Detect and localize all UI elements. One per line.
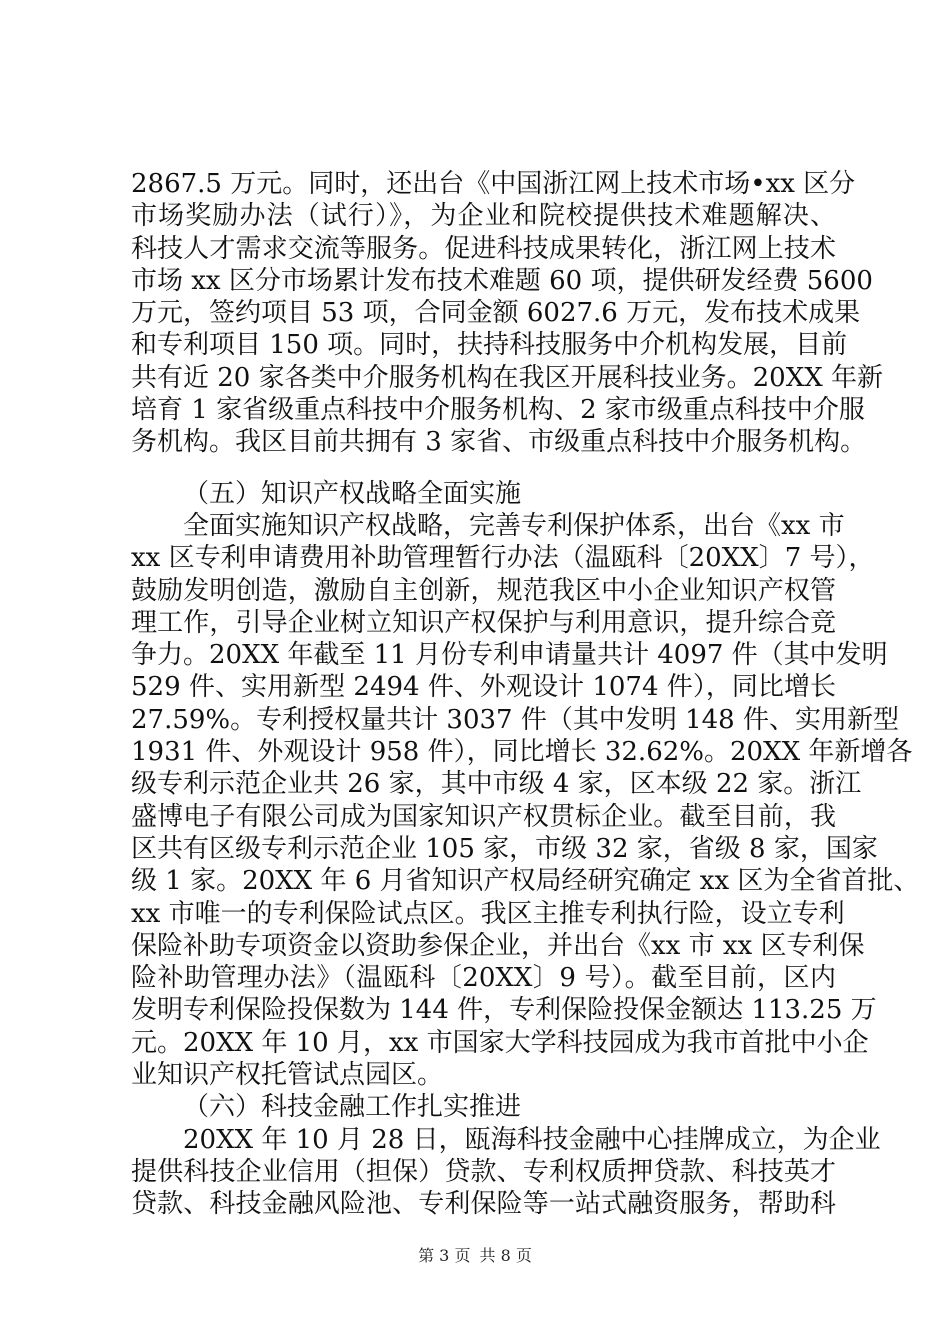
text-line: 市场奖励办法（试行）》，为企业和院校提供技术难题解决、: [131, 201, 836, 232]
text-line: 共有近 20 家各类中介服务机构在我区开展科技业务。20XX 年新: [131, 362, 883, 393]
text-line: 科技人才需求交流等服务。促进科技成果转化，浙江网上技术: [131, 233, 836, 264]
document-body: [131, 168, 920, 1221]
text-line: xx 区专利申请费用补助管理暂行办法（温瓯科〔20XX〕7 号），: [131, 543, 875, 574]
text-line: 529 件、实用新型 2494 件、外观设计 1074 件），同比增长: [131, 672, 836, 703]
section-heading-5: （五）知识产权战略全面实施: [183, 478, 522, 509]
page-total: 共 8 页: [479, 1246, 532, 1265]
text-line: 贷款、科技金融风险池、专利保险等一站式融资服务，帮助科: [131, 1189, 836, 1220]
text-line: 2867.5 万元。同时，还出台《中国浙江网上技术市场•xx 区分: [131, 169, 856, 199]
text-line: 20XX 年 10 月 28 日，瓯海科技金融中心挂牌成立，为企业: [183, 1124, 881, 1155]
text-line: xx 市唯一的专利保险试点区。我区主推专利执行险，设立专利: [131, 898, 845, 929]
text-line: 1931 件、外观设计 958 件），同比增长 32.62%。20XX 年新增各: [131, 737, 913, 768]
paragraph-continued: [131, 168, 883, 459]
section-heading-6: （六）科技金融工作扎实推进: [183, 1092, 522, 1123]
text-line: 级 1 家。20XX 年 6 月省知识产权局经研究确定 xx 区为全省首批、: [131, 866, 920, 897]
text-line: 全面实施知识产权战略，完善专利保护体系，出台《xx 市: [183, 510, 845, 541]
paragraph-tech-finance: [131, 1124, 881, 1221]
text-line: 险补助管理办法》（温瓯科〔20XX〕9 号）。截至目前，区内: [131, 963, 836, 994]
text-line: 鼓励发明创造，激励自主创新，规范我区中小企业知识产权管: [131, 575, 836, 606]
text-line: 万元，签约项目 53 项，合同金额 6027.6 万元，发布技术成果: [131, 298, 861, 329]
text-line: 发明专利保险投保数为 144 件，专利保险投保金额达 113.25 万: [131, 995, 877, 1026]
text-line: 理工作，引导企业树立知识产权保护与利用意识，提升综合竞: [131, 607, 836, 638]
page-footer: [0, 1243, 950, 1266]
paragraph-ip-strategy: [131, 510, 920, 1091]
text-line: 市场 xx 区分市场累计发布技术难题 60 项，提供研发经费 5600: [131, 265, 873, 296]
text-line: 元。20XX 年 10 月，xx 市国家大学科技园成为我市首批中小企: [131, 1027, 869, 1058]
text-line: 提供科技企业信用（担保）贷款、专利权质押贷款、科技英才: [131, 1156, 836, 1187]
text-line: 级专利示范企业共 26 家，其中市级 4 家，区本级 22 家。浙江: [131, 769, 862, 800]
text-line: 区共有区级专利示范企业 105 家，市级 32 家，省级 8 家，国家: [131, 833, 878, 864]
page-number: 第 3 页: [418, 1246, 471, 1265]
text-line: 业知识产权托管试点园区。: [131, 1060, 444, 1091]
text-line: 务机构。我区目前共拥有 3 家省、市级重点科技中介服务机构。: [131, 427, 867, 458]
text-line: 和专利项目 150 项。同时，扶持科技服务中介机构发展，目前: [131, 330, 848, 361]
text-line: 培育 1 家省级重点科技中介服务机构、2 家市级重点科技中介服: [131, 395, 865, 426]
text-line: 保险补助专项资金以资助参保企业，并出台《xx 市 xx 区专利保: [131, 930, 865, 961]
text-line: 盛博电子有限公司成为国家知识产权贯标企业。截至目前，我: [131, 801, 836, 832]
text-line: 争力。20XX 年截至 11 月份专利申请量共计 4097 件（其中发明: [131, 640, 888, 671]
text-line: 27.59%。专利授权量共计 3037 件（其中发明 148 件、实用新型: [131, 704, 899, 735]
